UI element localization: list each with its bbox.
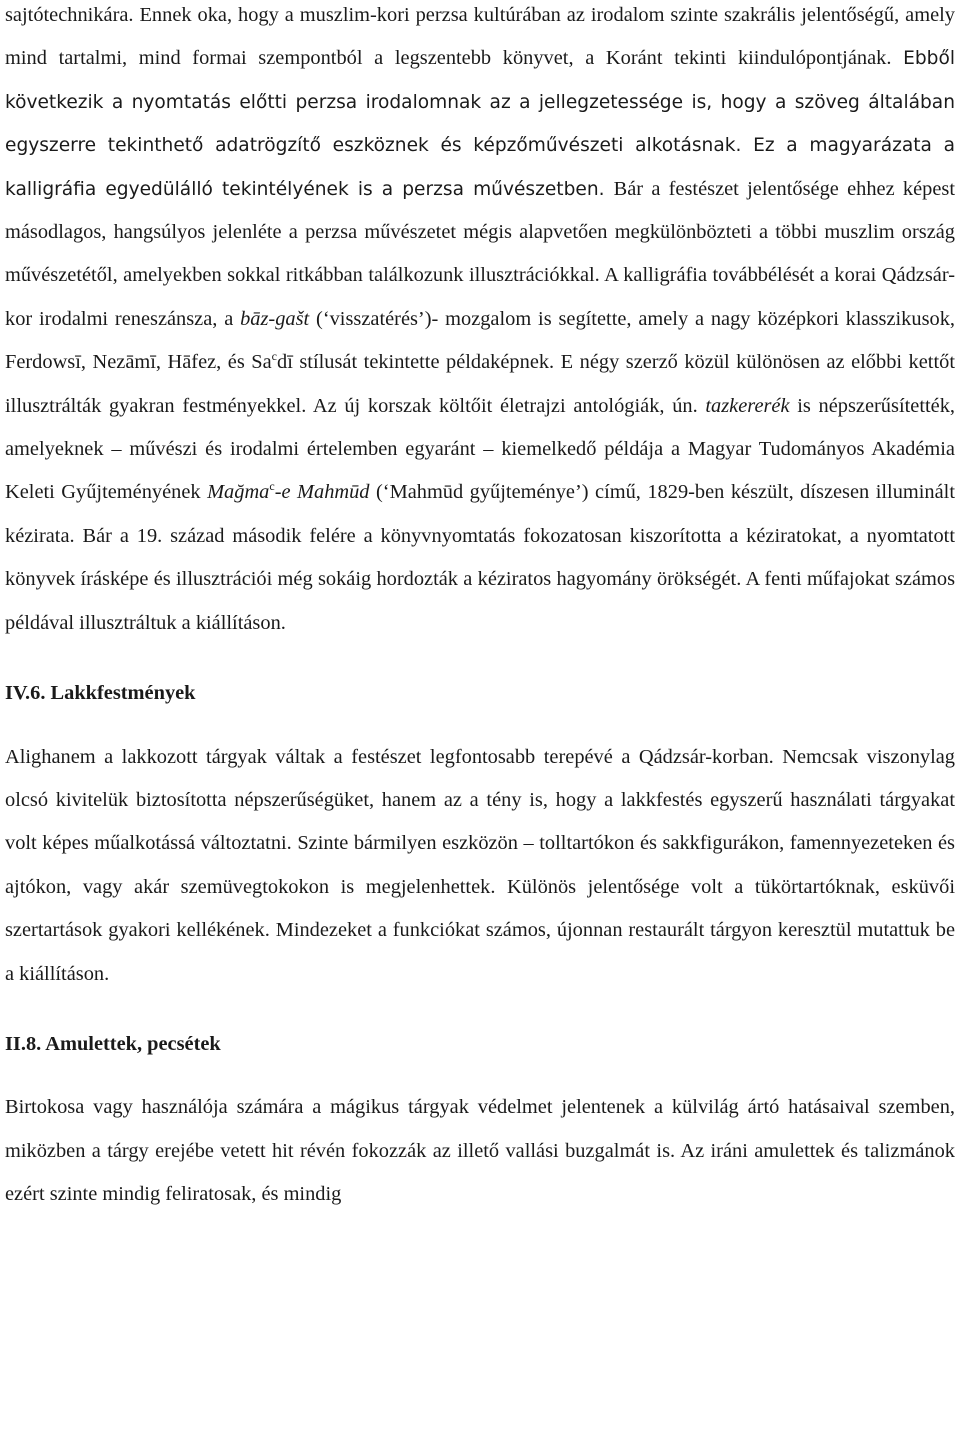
italic-title: Mağma bbox=[207, 481, 270, 504]
text-run: Bár a festészet jelentősége ehhez képest másodlagos, hangsúlyos jelenléte a perzsa művészetet mégis alapvetően megkülönbözteti a többi muszlim ország művészetétől, amelyekben sokkal ritkábban találkozunk illusztrációkkal. bbox=[5, 177, 955, 287]
superscript: c bbox=[269, 479, 275, 494]
section-heading-lakkfestmenyek: IV.6. Lakkfestmények bbox=[5, 682, 196, 705]
text-run: (‘Mahmūd gyűjteménye’) című, 1829-ben készült, díszesen illuminált kézirata. Bár a 19. század második felére a könyvnyomtatás fokozatosan kiszorította a kéziratokat, a nyomtatott könyvek írásképe és illusztrációi még sokáig hordozták a kéziratos hagyomány örökségét. A fenti műfajokat számos példával illusztráltuk a kiállításon. bbox=[5, 481, 956, 634]
text-run: sajtótechnikára. Ennek oka, hogy a muszlim-kori perzsa kultúrában az irodalom szinte szakrális jelentőségű, amely mind tartalmi, mind formai szempontból a legszentebb könyvet, a Koránt tekinti kiindulópontjának. bbox=[5, 4, 955, 70]
italic-title: -e Mahmūd bbox=[274, 481, 370, 504]
italic-term: bāz-gašt bbox=[240, 307, 310, 330]
body-paragraph-amulettek: Birtokosa vagy használója számára a mágikus tárgyak védelmet jelentenek a külvilág ártó hatásaival szemben, miközben a tárgy erejébe vetett hit révén fokozzák az illető vallási buzgalmát is. Az iráni amulettek és talizmánok ezért szinte mindig feliratosak, és mindig bbox=[5, 1096, 955, 1206]
document-page bbox=[5, 0, 955, 1217]
body-paragraph-lakkfestmenyek: Alighanem a lakkozott tárgyak váltak a festészet legfontosabb terepévé a Qádzsár-korban. Nemcsak viszonylag olcsó kivitelük biztosította népszerűségüket, hanem az a tény is, hogy a lakkfestés egyszerű használati tárgyakat volt képes műalkotássá változtatni. Szinte bármilyen eszközön – tolltartókon és sakkfigurákon, famennyezeteken és ajtókon, vagy akár szemüvegtokokon is megjelenhettek. Különös jelentősége volt a tükörtartóknak, esküvői szertartások gyakori kellékének. Mindezeket a funkciókat számos, újonnan restaurált tárgyon keresztül mutattuk be a kiállításon. bbox=[5, 745, 955, 985]
text-run: is népszerűsítették, amelyeknek – művészi és irodalmi értelemben egyaránt – kiemelkedő példája a Magyar Tudományos Akadémia Keleti Gyűjteményének bbox=[5, 394, 955, 504]
superscript: c bbox=[271, 349, 277, 364]
text-run: dī stílusát tekintette példaképnek. E négy szerző közül különösen az előbbi kettőt illusztrálták gyakran festményekkel. Az új korszak költőit életrajzi antológiák, ún. bbox=[5, 351, 955, 417]
italic-term: tazkererék bbox=[705, 394, 790, 417]
text-run: (‘visszatérés’)- mozgalom is segítette, amely a nagy középkori klasszikusok, Ferdowsī, Nezāmī, Hāfez, és Sa bbox=[5, 307, 955, 374]
section-heading-amulettek: II.8. Amulettek, pecsétek bbox=[5, 1032, 221, 1055]
text-run: A kalligráfia továbbélését a korai Qádzsár-kor irodalmi reneszánsza, a bbox=[5, 264, 955, 330]
text-run: Ebből következik a nyomtatás előtti perzsa irodalomnak az a jellegzetessége is, hogy a szöveg általában egyszerre tekinthető adatrögzítő eszköznek és képzőművészeti alkotásnak. Ez a magyarázata a kalligráfia egyedülálló tekintélyének is a perzsa művészetben. bbox=[5, 48, 955, 200]
body-paragraph-kalligrafia bbox=[5, 0, 955, 645]
